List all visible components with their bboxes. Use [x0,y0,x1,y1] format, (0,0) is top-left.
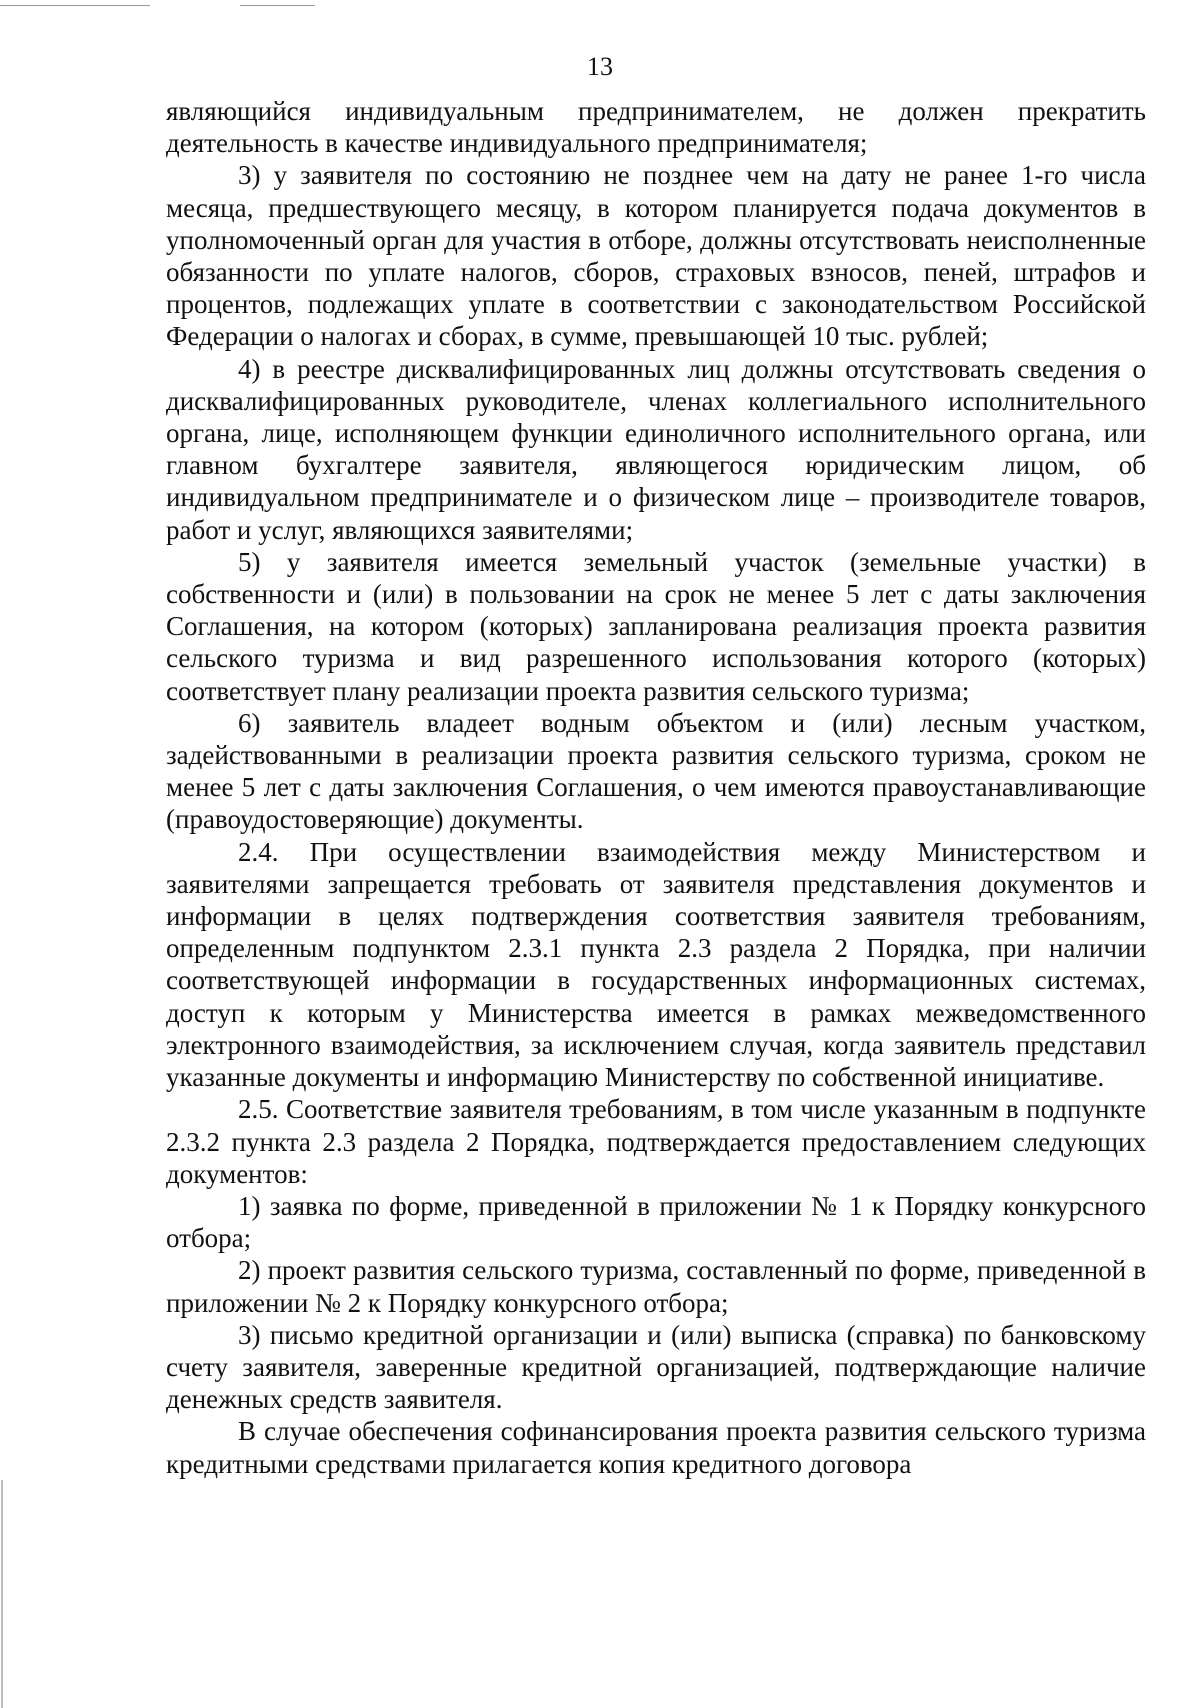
scan-edge-line [0,5,150,6]
document-body [166,95,1146,1480]
paragraph: 2.4. При осуществлении взаимодействия между Министерством и заявителями запрещается требовать от заявителя представления документов и информации в целях подтверждения соответствия заявителя требованиям, определенным подпунктом 2.3.1 пункта 2.3 раздела 2 Порядка, при наличии соответствующей информации в государственных информационных системах, доступ к которым у Министерства имеется в рамках межведомственного электронного взаимодействия, за исключением случая, когда заявитель представил указанные документы и информацию Министерству по собственной инициативе. [166,836,1146,1093]
paragraph: 1) заявка по форме, приведенной в приложении № 1 к Порядку конкурсного отбора; [166,1190,1146,1254]
paragraph: В случае обеспечения софинансирования проекта развития сельского туризма кредитными средствами прилагается копия кредитного договора [166,1416,1146,1479]
scan-edge-line [1,1480,3,1708]
page-number: 13 [587,52,613,81]
scan-edge-line [240,5,315,6]
paragraph: 3) у заявителя по состоянию не позднее чем на дату не ранее 1-го числа месяца, предшествующего месяцу, в котором планируется подача документов в уполномоченный орган для участия в отборе, должны отсутствовать неисполненные обязанности по уплате налогов, сборов, страховых взносов, пеней, штрафов и процентов, подлежащих уплате в соответствии с законодательством Российской Федерации о налогах и сборах, в сумме, превышающей 10 тыс. рублей; [166,160,1146,352]
paragraph: 5) у заявителя имеется земельный участок (земельные участки) в собственности и (или) в пользовании на срок не менее 5 лет с даты заключения Соглашения, на котором (которых) запланирована реализация проекта развития сельского туризма и вид разрешенного использования которого (которых) соответствует плану реализации проекта развития сельского туризма; [166,546,1146,706]
paragraph: 2) проект развития сельского туризма, составленный по форме, приведенной в приложении № 2 к Порядку конкурсного отбора; [166,1255,1146,1318]
paragraph: являющийся индивидуальным предпринимателем, не должен прекратить деятельность в качестве индивидуального предпринимателя; [166,96,1146,159]
paragraph: 6) заявитель владеет водным объектом и (или) лесным участком, задействованными в реализации проекта развития сельского туризма, сроком не менее 5 лет с даты заключения Соглашения, о чем имеются правоустанавливающие (правоудостоверяющие) документы. [166,707,1146,835]
paragraph: 3) письмо кредитной организации и (или) выписка (справка) по банковскому счету заявителя, заверенные кредитной организацией, подтверждающие наличие денежных средств заявителя. [166,1319,1146,1415]
paragraph: 4) в реестре дисквалифицированных лиц должны отсутствовать сведения о дисквалифицированных руководителе, членах коллегиального исполнительного органа, лице, исполняющем функции единоличного исполнительного органа, или главном бухгалтере заявителя, являющегося юридическим лицом, об индивидуальном предпринимателе и о физическом лице – производителе товаров, работ и услуг, являющихся заявителями; [166,353,1146,545]
paragraph: 2.5. Соответствие заявителя требованиям, в том числе указанным в подпункте 2.3.2 пункта 2.3 раздела 2 Порядка, подтверждается предоставлением следующих документов: [166,1094,1146,1189]
